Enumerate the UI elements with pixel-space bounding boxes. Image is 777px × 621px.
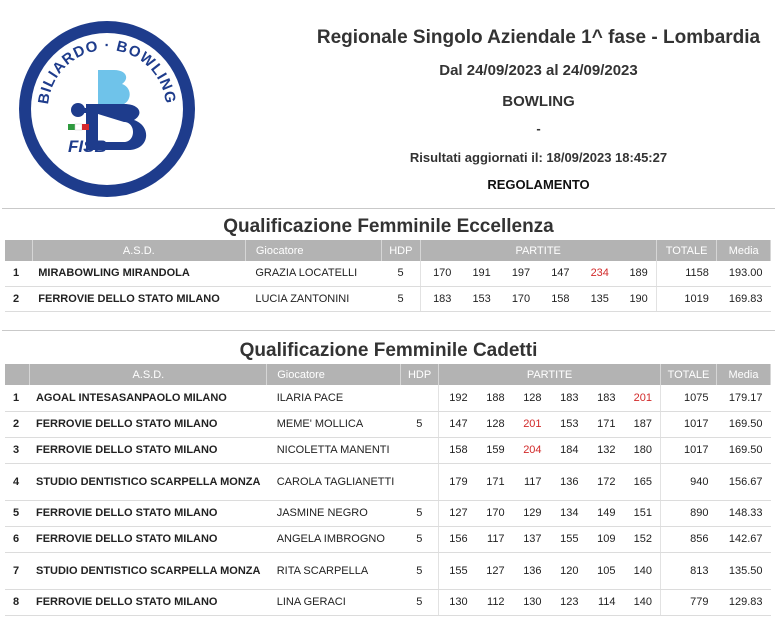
game-score-cell: 147	[538, 261, 577, 286]
game-score-cell: 109	[587, 526, 624, 552]
game-score-cell: 155	[550, 526, 587, 552]
col-hdp-header: HDP	[401, 364, 439, 385]
game-score-cell: 184	[550, 437, 587, 463]
club-cell: FERROVIE DELLO STATO MILANO	[30, 589, 267, 615]
total-cell: 1158	[656, 261, 717, 286]
game-score-cell: 190	[617, 286, 656, 311]
table-row	[5, 385, 771, 411]
player-cell: LINA GERACI	[267, 589, 401, 615]
game-score-cell: 105	[587, 552, 624, 589]
game-score-cell: 117	[476, 526, 513, 552]
game-score-cell: 179	[439, 463, 476, 500]
game-score-cell: 183	[587, 385, 624, 411]
club-cell: STUDIO DENTISTICO SCARPELLA MONZA	[30, 463, 267, 500]
game-score-cell: 170	[499, 286, 538, 311]
club-cell: MIRABOWLING MIRANDOLA	[32, 261, 245, 286]
game-score-cell: 171	[587, 411, 624, 437]
position-cell: 1	[5, 385, 30, 411]
position-cell: 2	[5, 286, 32, 311]
game-score-cell: 132	[587, 437, 624, 463]
hdp-cell	[401, 437, 439, 463]
hdp-cell: 5	[382, 261, 420, 286]
average-cell: 169.83	[717, 286, 771, 311]
game-score-cell: 128	[513, 385, 550, 411]
game-score-cell: 136	[550, 463, 587, 500]
average-cell: 193.00	[717, 261, 771, 286]
game-score-cell: 136	[513, 552, 550, 589]
col-hdp-header: HDP	[382, 240, 420, 261]
table-row	[5, 286, 771, 311]
average-cell: 148.33	[716, 500, 770, 526]
game-score-cell: 127	[439, 500, 476, 526]
game-score-cell: 127	[476, 552, 513, 589]
game-score-cell: 123	[550, 589, 587, 615]
position-cell: 2	[5, 411, 30, 437]
game-score-cell: 151	[624, 500, 661, 526]
total-cell: 1019	[656, 286, 717, 311]
divider	[2, 208, 775, 209]
event-title: Regionale Singolo Aziendale 1^ fase - Lombardia	[316, 27, 761, 48]
hdp-cell	[401, 463, 439, 500]
table-row	[5, 500, 771, 526]
player-cell: GRAZIA LOCATELLI	[245, 261, 381, 286]
game-score-cell: 156	[439, 526, 476, 552]
game-score-cell: 201	[624, 385, 661, 411]
hdp-cell: 5	[401, 589, 439, 615]
col-player-header: Giocatore	[245, 240, 381, 261]
average-cell: 169.50	[716, 437, 770, 463]
total-cell: 1017	[661, 411, 717, 437]
col-asd-header: A.S.D.	[30, 364, 267, 385]
divider	[2, 330, 775, 331]
game-score-cell: 140	[624, 589, 661, 615]
col-games-header: PARTITE	[420, 240, 656, 261]
total-cell: 813	[661, 552, 717, 589]
game-score-cell: 153	[550, 411, 587, 437]
table-row	[5, 463, 771, 500]
table-row	[5, 589, 771, 615]
player-cell: CAROLA TAGLIANETTI	[267, 463, 401, 500]
club-cell: FERROVIE DELLO STATO MILANO	[30, 500, 267, 526]
event-discipline: BOWLING	[502, 93, 575, 110]
player-cell: ANGELA IMBROGNO	[267, 526, 401, 552]
col-total-header: TOTALE	[661, 364, 717, 385]
event-dates: Dal 24/09/2023 al 24/09/2023	[439, 62, 638, 79]
game-score-cell: 155	[439, 552, 476, 589]
game-score-cell: 140	[624, 552, 661, 589]
average-cell: 179.17	[716, 385, 770, 411]
game-score-cell: 188	[476, 385, 513, 411]
game-score-cell: 192	[439, 385, 476, 411]
game-score-cell: 187	[624, 411, 661, 437]
game-score-cell: 191	[459, 261, 498, 286]
fisb-logo	[16, 18, 198, 200]
club-cell: FERROVIE DELLO STATO MILANO	[32, 286, 245, 311]
average-cell: 135.50	[716, 552, 770, 589]
average-cell: 129.83	[716, 589, 770, 615]
hdp-cell: 5	[401, 411, 439, 437]
table-row	[5, 526, 771, 552]
game-score-cell: 170	[476, 500, 513, 526]
position-cell: 8	[5, 589, 30, 615]
average-cell: 169.50	[716, 411, 770, 437]
hdp-cell: 5	[401, 526, 439, 552]
game-score-cell: 129	[513, 500, 550, 526]
game-score-cell: 197	[499, 261, 538, 286]
club-cell: STUDIO DENTISTICO SCARPELLA MONZA	[30, 552, 267, 589]
col-player-header: Giocatore	[267, 364, 401, 385]
club-cell: AGOAL INTESASANPAOLO MILANO	[30, 385, 267, 411]
game-score-cell: 114	[587, 589, 624, 615]
player-cell: LUCIA ZANTONINI	[245, 286, 381, 311]
col-pos-header	[5, 240, 32, 261]
game-score-cell: 128	[476, 411, 513, 437]
section-title-eccellenza: Qualificazione Femminile Eccellenza	[223, 216, 554, 237]
position-cell: 1	[5, 261, 32, 286]
position-cell: 4	[5, 463, 30, 500]
col-pos-header	[5, 364, 30, 385]
col-avg-header: Media	[716, 364, 770, 385]
results-table-eccellenza	[5, 240, 771, 312]
club-cell: FERROVIE DELLO STATO MILANO	[30, 526, 267, 552]
player-cell: MEME' MOLLICA	[267, 411, 401, 437]
game-score-cell: 204	[513, 437, 550, 463]
game-score-cell: 130	[439, 589, 476, 615]
game-score-cell: 135	[578, 286, 617, 311]
game-score-cell: 189	[617, 261, 656, 286]
col-asd-header: A.S.D.	[32, 240, 245, 261]
position-cell: 6	[5, 526, 30, 552]
col-games-header: PARTITE	[439, 364, 661, 385]
club-cell: FERROVIE DELLO STATO MILANO	[30, 411, 267, 437]
game-score-cell: 149	[587, 500, 624, 526]
game-score-cell: 159	[476, 437, 513, 463]
game-score-cell: 180	[624, 437, 661, 463]
position-cell: 5	[5, 500, 30, 526]
hdp-cell: 5	[382, 286, 420, 311]
table-header-row	[5, 364, 771, 385]
hdp-cell: 5	[401, 552, 439, 589]
game-score-cell: 170	[420, 261, 459, 286]
total-cell: 1075	[661, 385, 717, 411]
game-score-cell: 201	[513, 411, 550, 437]
position-cell: 3	[5, 437, 30, 463]
event-separator: -	[536, 121, 541, 136]
game-score-cell: 183	[420, 286, 459, 311]
game-score-cell: 172	[587, 463, 624, 500]
table-row	[5, 552, 771, 589]
game-score-cell: 134	[550, 500, 587, 526]
table-header-row	[5, 240, 771, 261]
player-cell: JASMINE NEGRO	[267, 500, 401, 526]
total-cell: 856	[661, 526, 717, 552]
game-score-cell: 234	[578, 261, 617, 286]
svg-text:BILIARDO · BOWLING: BILIARDO · BOWLING	[35, 36, 179, 106]
page-header	[0, 0, 777, 205]
game-score-cell: 152	[624, 526, 661, 552]
game-score-cell: 171	[476, 463, 513, 500]
table-row	[5, 437, 771, 463]
player-cell: NICOLETTA MANENTI	[267, 437, 401, 463]
player-cell: ILARIA PACE	[267, 385, 401, 411]
game-score-cell: 120	[550, 552, 587, 589]
col-avg-header: Media	[717, 240, 771, 261]
total-cell: 940	[661, 463, 717, 500]
total-cell: 890	[661, 500, 717, 526]
club-cell: FERROVIE DELLO STATO MILANO	[30, 437, 267, 463]
game-score-cell: 183	[550, 385, 587, 411]
hdp-cell	[401, 385, 439, 411]
game-score-cell: 147	[439, 411, 476, 437]
table-row	[5, 411, 771, 437]
game-score-cell: 158	[538, 286, 577, 311]
game-score-cell: 130	[513, 589, 550, 615]
game-score-cell: 112	[476, 589, 513, 615]
player-cell: RITA SCARPELLA	[267, 552, 401, 589]
total-cell: 1017	[661, 437, 717, 463]
last-updated: Risultati aggiornati il: 18/09/2023 18:45:27	[409, 150, 668, 165]
regulation-link[interactable]: REGOLAMENTO	[487, 177, 590, 192]
average-cell: 142.67	[716, 526, 770, 552]
game-score-cell: 117	[513, 463, 550, 500]
position-cell: 7	[5, 552, 30, 589]
svg-text:FISB: FISB	[68, 137, 107, 156]
results-table-cadetti	[5, 364, 771, 616]
section-title-cadetti: Qualificazione Femminile Cadetti	[239, 340, 538, 361]
game-score-cell: 153	[459, 286, 498, 311]
table-row	[5, 261, 771, 286]
total-cell: 779	[661, 589, 717, 615]
col-total-header: TOTALE	[656, 240, 717, 261]
game-score-cell: 165	[624, 463, 661, 500]
game-score-cell: 137	[513, 526, 550, 552]
game-score-cell: 158	[439, 437, 476, 463]
average-cell: 156.67	[716, 463, 770, 500]
hdp-cell: 5	[401, 500, 439, 526]
